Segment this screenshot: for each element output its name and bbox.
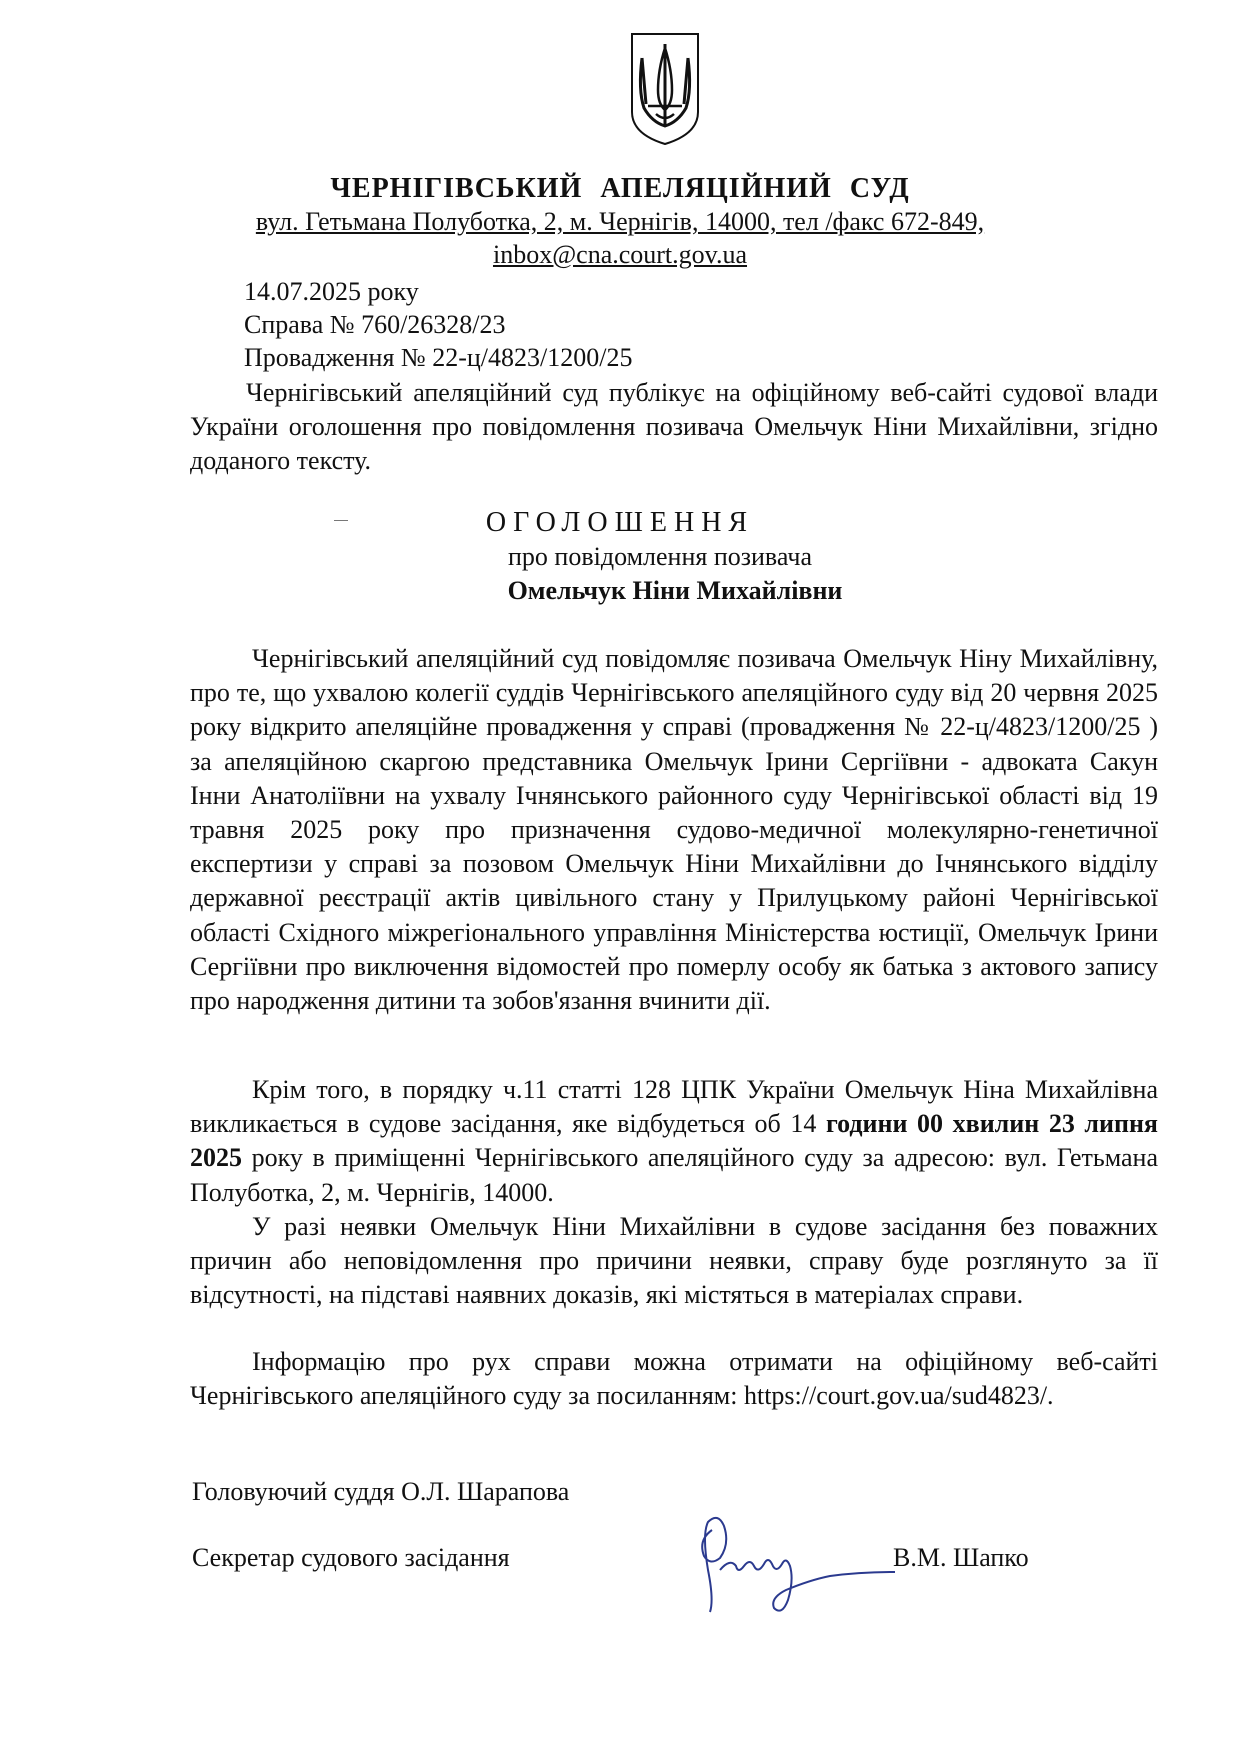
body-paragraph-3: У разі неявки Омельчук Ніни Михайлівни в судове засідання без поважних причин або неповідомлення про причини неявки, справу буде розглянуто за її відсутності, на підставі наявних доказів, які містяться в матеріалах справи. <box>190 1212 1158 1310</box>
body-paragraph-2 <box>190 1073 1158 1210</box>
court-email: inbox@cna.court.gov.ua <box>492 240 748 269</box>
body-paragraph-4: Інформацію про рух справи можна отримати на офіційному веб-сайті Чернігівського апеляційного суду за посиланням: https://court.gov.ua/sud4823/. <box>190 1347 1158 1411</box>
hearing-date: 23 липня 2025 <box>190 1109 1158 1173</box>
intro-paragraph: Чернігівський апеляційний суд публікує на офіційному веб-сайті судової влади України оголошення про повідомлення позивача Омельчук Ніни Михайлівни, згідно доданого тексту. <box>190 378 1158 475</box>
document-date: 14.07.2025 року <box>244 277 419 306</box>
presiding-judge-line: Головуючий суддя О.Л. Шарапова <box>192 1477 570 1506</box>
hearing-time: години 00 хвилин <box>825 1109 1040 1139</box>
announcement-name: Омельчук Ніни Михайлівни <box>507 576 843 605</box>
handwritten-signature-icon <box>690 1500 910 1620</box>
case-number: Справа № 760/26328/23 <box>244 310 506 339</box>
coat-of-arms-icon <box>628 30 702 148</box>
court-address: вул. Гетьмана Полуботка, 2, м. Чернігів, 14000, тел /факс 672-849, <box>255 207 985 236</box>
court-name: ЧЕРНІГІВСЬКИЙ АПЕЛЯЦІЙНИЙ СУД <box>330 173 910 204</box>
body-paragraph-1: Чернігівський апеляційний суд повідомляє позивача Омельчук Ніну Михайлівну, про те, що ухвалою колегії суддів Чернігівського апеляційного суду від 20 червня 2025 року відкрито апеляційне провадження у справі (провадження № 22-ц/4823/1200/25 ) за апеляційною скаргою представника Омельчук Ірини Сергіївни - адвоката Сакун Інни Анатоліївни на ухвалу Ічнянського районного суду Чернігівської області від 19 травня 2025 року про призначення судово-медичної молекулярно-генетичної експертизи у справі за позовом Омельчук Ніни Михайлівни до Ічнянського відділу державної реєстрації актів цивільного стану у Прилуцькому районі Чернігівської області Східного міжрегіонального управління Міністерства юстиції, Омельчук Ірини Сергіївни про виключення відомостей про померлу особу як батька з актового запису про народження дитини та зобов'язання вчинити дії. <box>190 644 1158 1016</box>
announcement-subtitle: про повідомлення позивача <box>508 542 812 571</box>
paragraph-2-text-end: року в приміщенні Чернігівського апеляційного суду за адресою: вул. Гетьмана Полуботка, 2, м. Чернігів, 14000. <box>190 1143 1158 1207</box>
proceeding-number: Провадження № 22-ц/4823/1200/25 <box>244 343 633 372</box>
announcement-title: ОГОЛОШЕННЯ <box>485 507 755 538</box>
paragraph-2-text-start: Крім того, в порядку ч.11 статті 128 ЦПК України Омельчук Ніна Михайлівна викликається в судове засідання, яке відбудеться об 14 <box>190 1075 1158 1139</box>
secretary-label: Секретар судового засідання <box>192 1543 510 1572</box>
secretary-name: В.М. Шапко <box>893 1543 1029 1572</box>
